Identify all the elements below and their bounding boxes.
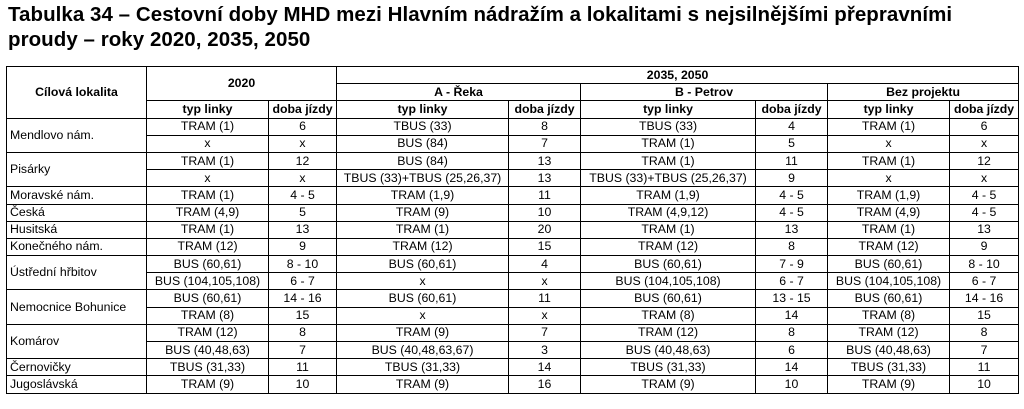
travel-time-cell: 10	[509, 204, 581, 221]
travel-time-cell: 6	[756, 342, 828, 359]
travel-time-cell: 7	[509, 135, 581, 152]
line-type-cell: TRAM (1)	[147, 118, 269, 135]
header-line-type: typ linky	[581, 101, 756, 118]
line-type-cell: TBUS (33)+TBUS (25,26,37)	[337, 170, 509, 187]
line-type-cell: TRAM (1,9)	[337, 187, 509, 204]
location-cell: Konečného nám.	[7, 238, 147, 255]
travel-time-cell: 14 - 16	[950, 290, 1019, 307]
line-type-cell: TBUS (33)	[337, 118, 509, 135]
line-type-cell: TRAM (12)	[828, 238, 950, 255]
header-location: Cílová lokalita	[7, 67, 147, 119]
table-row	[7, 152, 1019, 169]
line-type-cell: TRAM (9)	[337, 204, 509, 221]
header-variant-a: A - Řeka	[337, 84, 581, 101]
travel-time-cell: 15	[509, 238, 581, 255]
header-travel-time: doba jízdy	[269, 101, 337, 118]
line-type-cell: TRAM (9)	[337, 376, 509, 393]
line-type-cell: TRAM (9)	[147, 376, 269, 393]
travel-time-cell: 15	[269, 307, 337, 324]
travel-time-cell: 8	[756, 238, 828, 255]
line-type-cell: TRAM (1)	[147, 152, 269, 169]
line-type-cell: TRAM (12)	[581, 324, 756, 341]
line-type-cell: BUS (40,48,63)	[581, 342, 756, 359]
travel-time-cell: 4	[509, 256, 581, 273]
table-row	[7, 118, 1019, 135]
line-type-cell: TRAM (9)	[337, 324, 509, 341]
line-type-cell: BUS (60,61)	[828, 290, 950, 307]
travel-time-cell: 7 - 9	[756, 256, 828, 273]
travel-time-cell: 3	[509, 342, 581, 359]
table-row	[7, 135, 1019, 152]
travel-time-cell: 9	[756, 170, 828, 187]
travel-time-cell: 4 - 5	[756, 187, 828, 204]
travel-time-cell: 8	[509, 118, 581, 135]
travel-time-cell: 13	[509, 152, 581, 169]
travel-time-cell: 11	[950, 359, 1019, 376]
line-type-cell: TRAM (1)	[337, 221, 509, 238]
line-type-cell: TRAM (9)	[828, 376, 950, 393]
travel-time-cell: 14	[509, 359, 581, 376]
line-type-cell: TRAM (1)	[828, 152, 950, 169]
travel-time-cell: 6 - 7	[269, 273, 337, 290]
line-type-cell: BUS (40,48,63)	[828, 342, 950, 359]
line-type-cell: x	[147, 135, 269, 152]
table-row	[7, 187, 1019, 204]
line-type-cell: BUS (60,61)	[147, 290, 269, 307]
travel-time-cell: 9	[950, 238, 1019, 255]
travel-time-cell: 13	[269, 221, 337, 238]
line-type-cell: TRAM (4,9,12)	[581, 204, 756, 221]
line-type-cell: BUS (40,48,63)	[147, 342, 269, 359]
line-type-cell: TRAM (1)	[147, 187, 269, 204]
line-type-cell: x	[828, 135, 950, 152]
travel-time-cell: 15	[950, 307, 1019, 324]
line-type-cell: TBUS (33)+TBUS (25,26,37)	[581, 170, 756, 187]
location-cell: Černovičky	[7, 359, 147, 376]
line-type-cell: x	[337, 273, 509, 290]
travel-time-cell: 11	[756, 152, 828, 169]
table-row	[7, 342, 1019, 359]
travel-time-cell: 14 - 16	[269, 290, 337, 307]
travel-time-cell: 20	[509, 221, 581, 238]
travel-time-cell: 11	[269, 359, 337, 376]
location-cell: Komárov	[7, 324, 147, 358]
line-type-cell: BUS (60,61)	[828, 256, 950, 273]
line-type-cell: TBUS (31,33)	[147, 359, 269, 376]
line-type-cell: BUS (40,48,63,67)	[337, 342, 509, 359]
location-cell: Jugoslávská	[7, 376, 147, 393]
header-travel-time: doba jízdy	[509, 101, 581, 118]
travel-time-table	[6, 66, 1019, 394]
table-row	[7, 221, 1019, 238]
location-cell: Husitská	[7, 221, 147, 238]
travel-time-cell: 13	[950, 221, 1019, 238]
travel-time-cell: 13	[509, 170, 581, 187]
line-type-cell: TBUS (31,33)	[581, 359, 756, 376]
line-type-cell: TRAM (12)	[337, 238, 509, 255]
travel-time-cell: 13	[756, 221, 828, 238]
travel-time-cell: 4	[756, 118, 828, 135]
travel-time-cell: 14	[756, 359, 828, 376]
line-type-cell: BUS (60,61)	[581, 290, 756, 307]
line-type-cell: TRAM (1)	[147, 221, 269, 238]
line-type-cell: TRAM (1)	[581, 221, 756, 238]
line-type-cell: TBUS (33)	[581, 118, 756, 135]
travel-time-cell: 16	[509, 376, 581, 393]
line-type-cell: BUS (60,61)	[337, 256, 509, 273]
header-year-2020: 2020	[147, 67, 337, 101]
line-type-cell: TRAM (1)	[581, 135, 756, 152]
line-type-cell: TRAM (9)	[581, 376, 756, 393]
travel-time-cell: 7	[269, 342, 337, 359]
header-line-type: typ linky	[147, 101, 269, 118]
travel-time-cell: 10	[950, 376, 1019, 393]
travel-time-cell: 8	[950, 324, 1019, 341]
travel-time-cell: x	[950, 170, 1019, 187]
line-type-cell: TRAM (8)	[828, 307, 950, 324]
table-row	[7, 376, 1019, 393]
header-travel-time: doba jízdy	[756, 101, 828, 118]
table-row	[7, 359, 1019, 376]
line-type-cell: TRAM (4,9)	[147, 204, 269, 221]
travel-time-cell: 8	[756, 324, 828, 341]
location-cell: Pisárky	[7, 152, 147, 186]
line-type-cell: TRAM (1)	[828, 118, 950, 135]
line-type-cell: TRAM (1,9)	[581, 187, 756, 204]
line-type-cell: TRAM (1)	[581, 152, 756, 169]
line-type-cell: TRAM (1,9)	[828, 187, 950, 204]
header-variant-none: Bez projektu	[828, 84, 1019, 101]
location-cell: Nemocnice Bohunice	[7, 290, 147, 324]
travel-time-cell: x	[950, 135, 1019, 152]
header-line-type: typ linky	[828, 101, 950, 118]
travel-time-cell: 6	[269, 118, 337, 135]
travel-time-cell: 6	[950, 118, 1019, 135]
line-type-cell: BUS (60,61)	[581, 256, 756, 273]
travel-time-cell: 8	[269, 324, 337, 341]
table-row	[7, 256, 1019, 273]
header-variant-b: B - Petrov	[581, 84, 828, 101]
line-type-cell: TRAM (12)	[828, 324, 950, 341]
travel-time-cell: 14	[756, 307, 828, 324]
line-type-cell: x	[147, 170, 269, 187]
line-type-cell: BUS (104,105,108)	[147, 273, 269, 290]
line-type-cell: x	[337, 307, 509, 324]
line-type-cell: TBUS (31,33)	[828, 359, 950, 376]
travel-time-cell: 4 - 5	[269, 187, 337, 204]
travel-time-cell: 7	[509, 324, 581, 341]
table-row	[7, 273, 1019, 290]
line-type-cell: BUS (60,61)	[147, 256, 269, 273]
travel-time-cell: 6 - 7	[756, 273, 828, 290]
travel-time-cell: 4 - 5	[950, 187, 1019, 204]
travel-time-cell: 5	[756, 135, 828, 152]
page-title: Tabulka 34 – Cestovní doby MHD mezi Hlavním nádražím a lokalitami s nejsilnějšími přepravními proudy – roky 2020, 2035, 2050	[8, 3, 953, 51]
travel-time-cell: 12	[269, 152, 337, 169]
travel-time-cell: 8 - 10	[950, 256, 1019, 273]
location-cell: Moravské nám.	[7, 187, 147, 204]
line-type-cell: TRAM (12)	[147, 324, 269, 341]
travel-time-cell: 8 - 10	[269, 256, 337, 273]
line-type-cell: TRAM (8)	[147, 307, 269, 324]
table-row	[7, 290, 1019, 307]
travel-time-cell: x	[509, 307, 581, 324]
travel-time-cell: 6 - 7	[950, 273, 1019, 290]
line-type-cell: BUS (60,61)	[337, 290, 509, 307]
location-cell: Česká	[7, 204, 147, 221]
line-type-cell: x	[828, 170, 950, 187]
travel-time-cell: 11	[509, 187, 581, 204]
line-type-cell: TRAM (12)	[581, 238, 756, 255]
table-row	[7, 238, 1019, 255]
table-row	[7, 307, 1019, 324]
line-type-cell: TRAM (8)	[581, 307, 756, 324]
line-type-cell: BUS (104,105,108)	[581, 273, 756, 290]
travel-time-cell: 10	[269, 376, 337, 393]
line-type-cell: TRAM (12)	[147, 238, 269, 255]
table-row	[7, 324, 1019, 341]
line-type-cell: BUS (104,105,108)	[828, 273, 950, 290]
travel-time-cell: 7	[950, 342, 1019, 359]
header-line-type: typ linky	[337, 101, 509, 118]
travel-time-cell: 11	[509, 290, 581, 307]
header-years-future: 2035, 2050	[337, 67, 1019, 84]
table-body	[7, 118, 1019, 393]
line-type-cell: TBUS (31,33)	[337, 359, 509, 376]
travel-time-cell: x	[269, 135, 337, 152]
travel-time-cell: 4 - 5	[950, 204, 1019, 221]
line-type-cell: TRAM (1)	[828, 221, 950, 238]
travel-time-cell: 4 - 5	[756, 204, 828, 221]
travel-time-cell: 13 - 15	[756, 290, 828, 307]
travel-time-cell: 12	[950, 152, 1019, 169]
header-travel-time: doba jízdy	[950, 101, 1019, 118]
location-cell: Ústřední hřbitov	[7, 256, 147, 290]
travel-time-cell: x	[509, 273, 581, 290]
travel-time-cell: 10	[756, 376, 828, 393]
travel-time-cell: x	[269, 170, 337, 187]
travel-time-cell: 5	[269, 204, 337, 221]
line-type-cell: BUS (84)	[337, 135, 509, 152]
location-cell: Mendlovo nám.	[7, 118, 147, 152]
line-type-cell: BUS (84)	[337, 152, 509, 169]
table-row	[7, 204, 1019, 221]
line-type-cell: TRAM (4,9)	[828, 204, 950, 221]
table-row	[7, 170, 1019, 187]
travel-time-cell: 9	[269, 238, 337, 255]
